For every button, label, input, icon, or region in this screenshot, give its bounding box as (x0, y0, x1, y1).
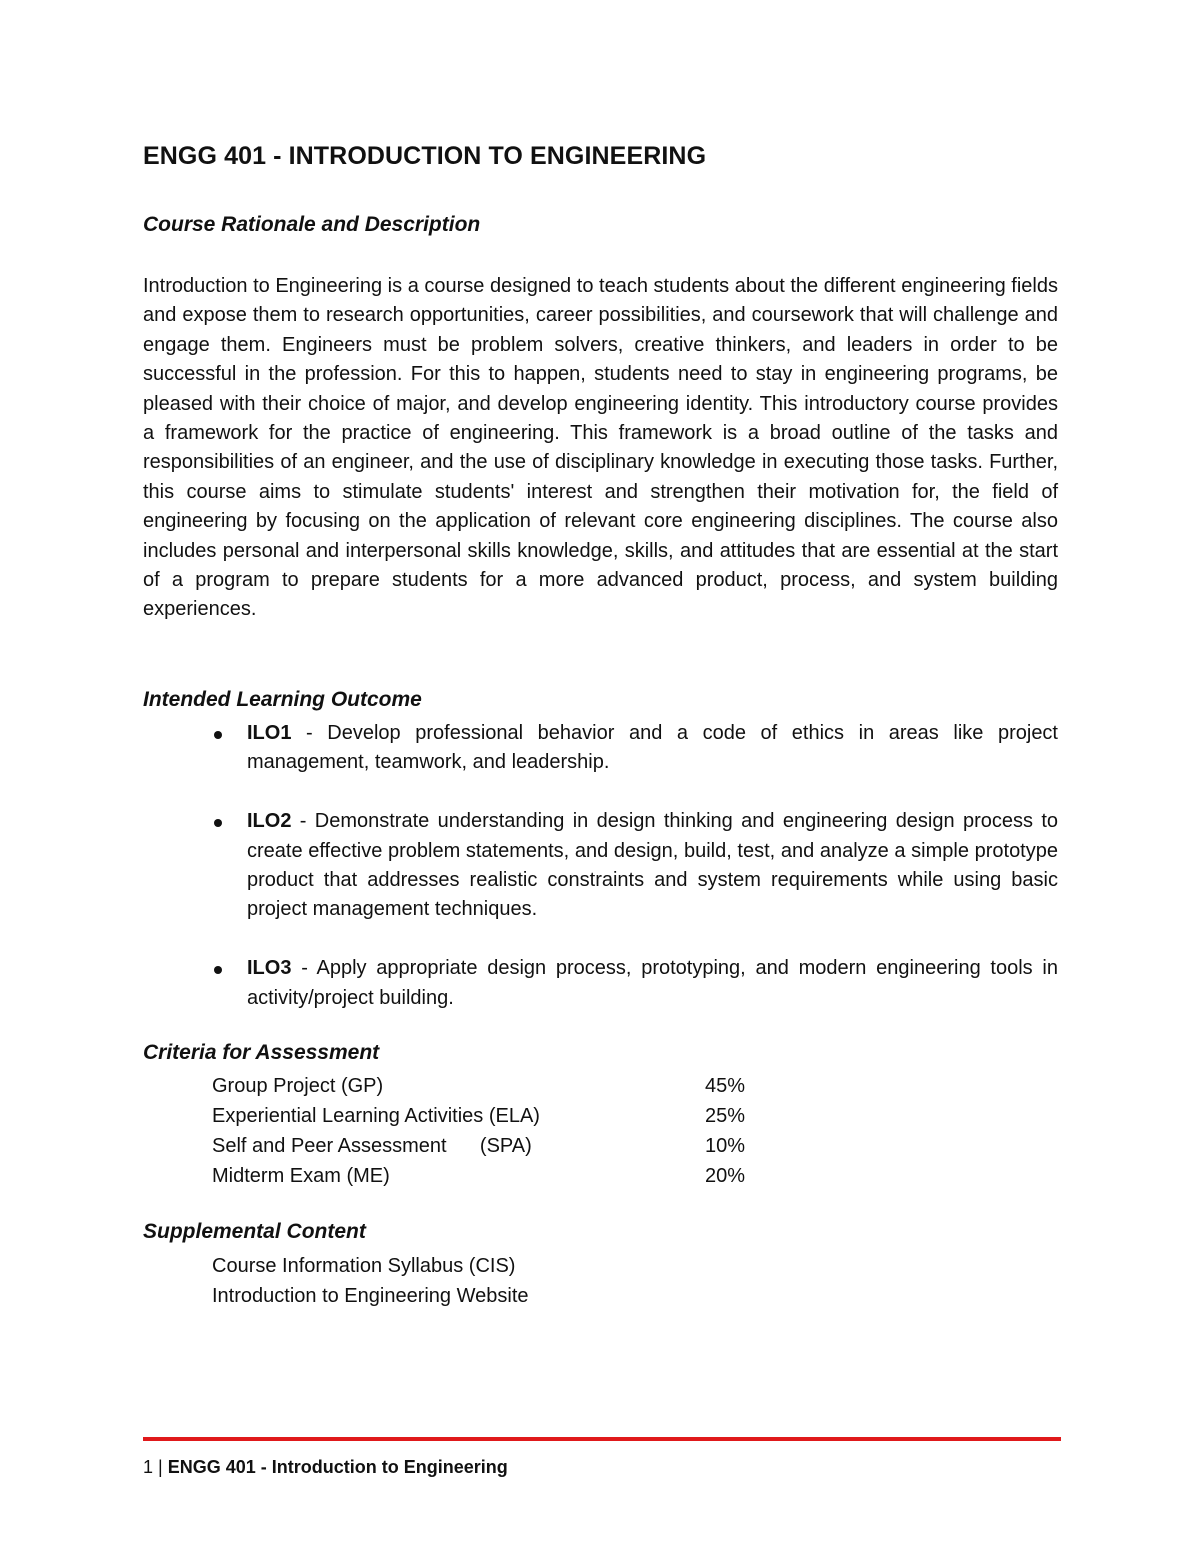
criteria-name: Experiential Learning Activities (ELA) (212, 1105, 540, 1127)
outcome-item-ilo1 (143, 719, 1058, 778)
bullet-icon (214, 819, 222, 827)
bullet-icon (214, 731, 222, 739)
table-row (212, 1161, 765, 1191)
outcome-text: - Demonstrate understanding in design thinking and engineering design process to create effective problem statements, and design, build, test, and analyze a simple prototype product that addresses realistic constraints and system requirements while using basic project management techniques. (247, 810, 1058, 921)
criteria-name: Group Project (GP) (212, 1075, 384, 1097)
criteria-weight: 10% (705, 1135, 746, 1157)
table-row (212, 1071, 765, 1101)
table-row (212, 1131, 765, 1161)
criteria-weight: 45% (705, 1075, 746, 1097)
outcome-text: - Apply appropriate design process, prototyping, and modern engineering tools in activity/project building. (247, 957, 1058, 1009)
outcome-item-ilo3 (143, 954, 1058, 1013)
criteria-heading: Criteria for Assessment (143, 1041, 380, 1064)
criteria-name: Midterm Exam (ME) (212, 1165, 390, 1187)
criteria-table (212, 1071, 765, 1191)
supplemental-list (212, 1251, 529, 1311)
outcome-code: ILO2 (247, 810, 292, 833)
outcomes-list (143, 719, 1058, 1042)
bullet-icon (214, 966, 222, 974)
page-number: 1 (143, 1457, 154, 1477)
list-item: Introduction to Engineering Website (212, 1285, 529, 1307)
footer-separator: | (153, 1457, 168, 1477)
supplemental-heading: Supplemental Content (143, 1220, 366, 1243)
page-footer (143, 1457, 508, 1478)
rationale-body: Introduction to Engineering is a course designed to teach students about the different engineering fields and expose them to research opportunities, career possibilities, and coursework that will challenge and engage them. Engineers must be problem solvers, creative thinkers, and leaders in order to be successful in the profession. For this to happen, students need to stay in engineering programs, be pleased with their choice of major, and develop engineering identity. This introductory course provides a framework for the practice of engineering. This framework is a broad outline of the tasks and responsibilities of an engineer, and the use of disciplinary knowledge in executing those tasks. Further, this course aims to stimulate students' interest and strengthen their motivation for, the field of engineering by focusing on the application of relevant core engineering disciplines. The course also includes personal and interpersonal skills knowledge, skills, and attitudes that are essential at the start of a program to prepare students for a more advanced product, process, and system building experiences. (143, 275, 1058, 621)
outcome-item-ilo2 (143, 807, 1058, 925)
table-row (212, 1101, 765, 1131)
outcome-code: ILO3 (247, 957, 292, 980)
outcome-code: ILO1 (247, 722, 292, 744)
criteria-weight: 20% (705, 1165, 746, 1187)
footer-divider (143, 1437, 1061, 1441)
criteria-name: Self and Peer Assessment (SPA) (212, 1135, 532, 1157)
outcomes-heading: Intended Learning Outcome (143, 688, 422, 711)
footer-course-title: ENGG 401 - Introduction to Engineering (167, 1457, 508, 1477)
page-title: ENGG 401 - INTRODUCTION TO ENGINEERING (143, 142, 707, 170)
list-item: Course Information Syllabus (CIS) (212, 1255, 516, 1277)
outcome-text: - Develop professional behavior and a code of ethics in areas like project management, teamwork, and leadership. (247, 722, 1058, 774)
rationale-heading: Course Rationale and Description (143, 213, 481, 236)
criteria-weight: 25% (705, 1105, 746, 1127)
